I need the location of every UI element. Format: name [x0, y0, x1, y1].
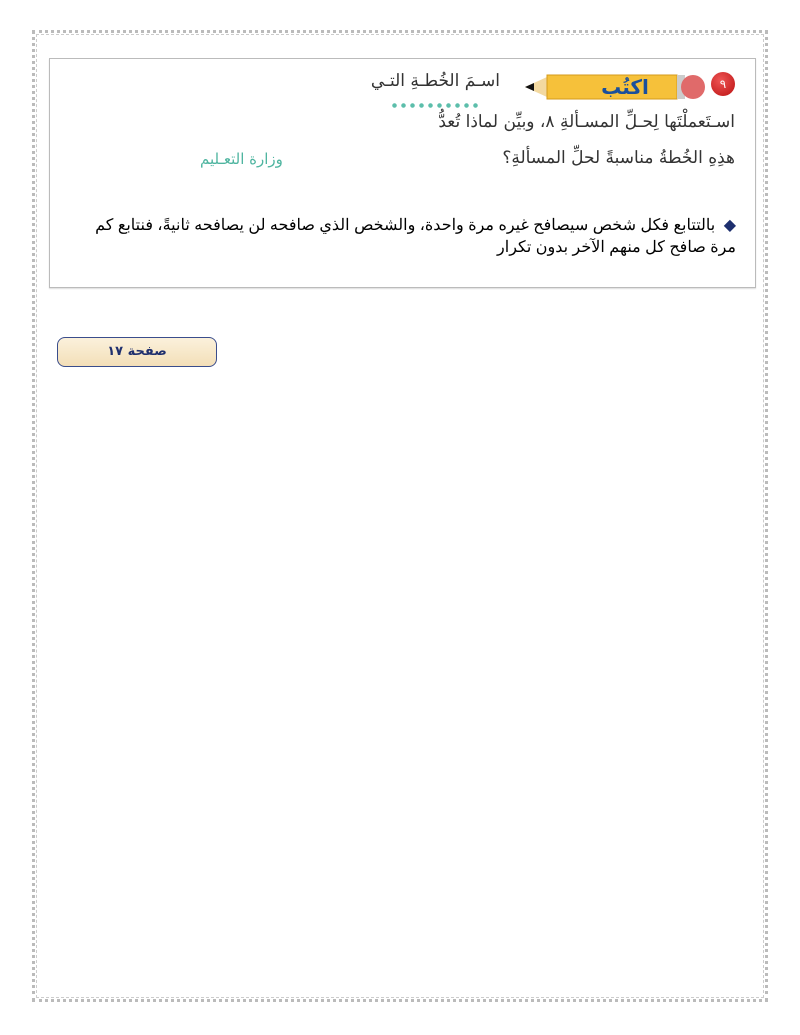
watermark-text: وزارة التعـليم	[200, 150, 283, 168]
page-badge: صفحة ١٧	[57, 337, 217, 367]
question-line-2: اسـتَعملْتَها لِحـلِّ المسـألةِ ٨، وبيِّن لماذا تُعدُّ	[438, 112, 735, 132]
write-label: اكتُب	[601, 75, 649, 99]
watermark-dots	[390, 101, 480, 110]
question-line-3: هذِهِ الخُطةُ مناسبةً لحلِّ المسألةِ؟	[502, 148, 735, 168]
answer-text	[76, 215, 736, 259]
diamond-bullet-icon: ◆	[723, 217, 736, 234]
answer-body: بالتتابع فكل شخص سيصافح غيره مرة واحدة، والشخص الذي صافحه لن يصافحه ثانيةً، فنتابع كم مرة صافح كل منهم الآخر بدون تكرار	[95, 217, 736, 256]
question-line-1: اسـمَ الخُطـةِ التـي	[370, 71, 500, 91]
question-number: ٩	[711, 72, 735, 96]
